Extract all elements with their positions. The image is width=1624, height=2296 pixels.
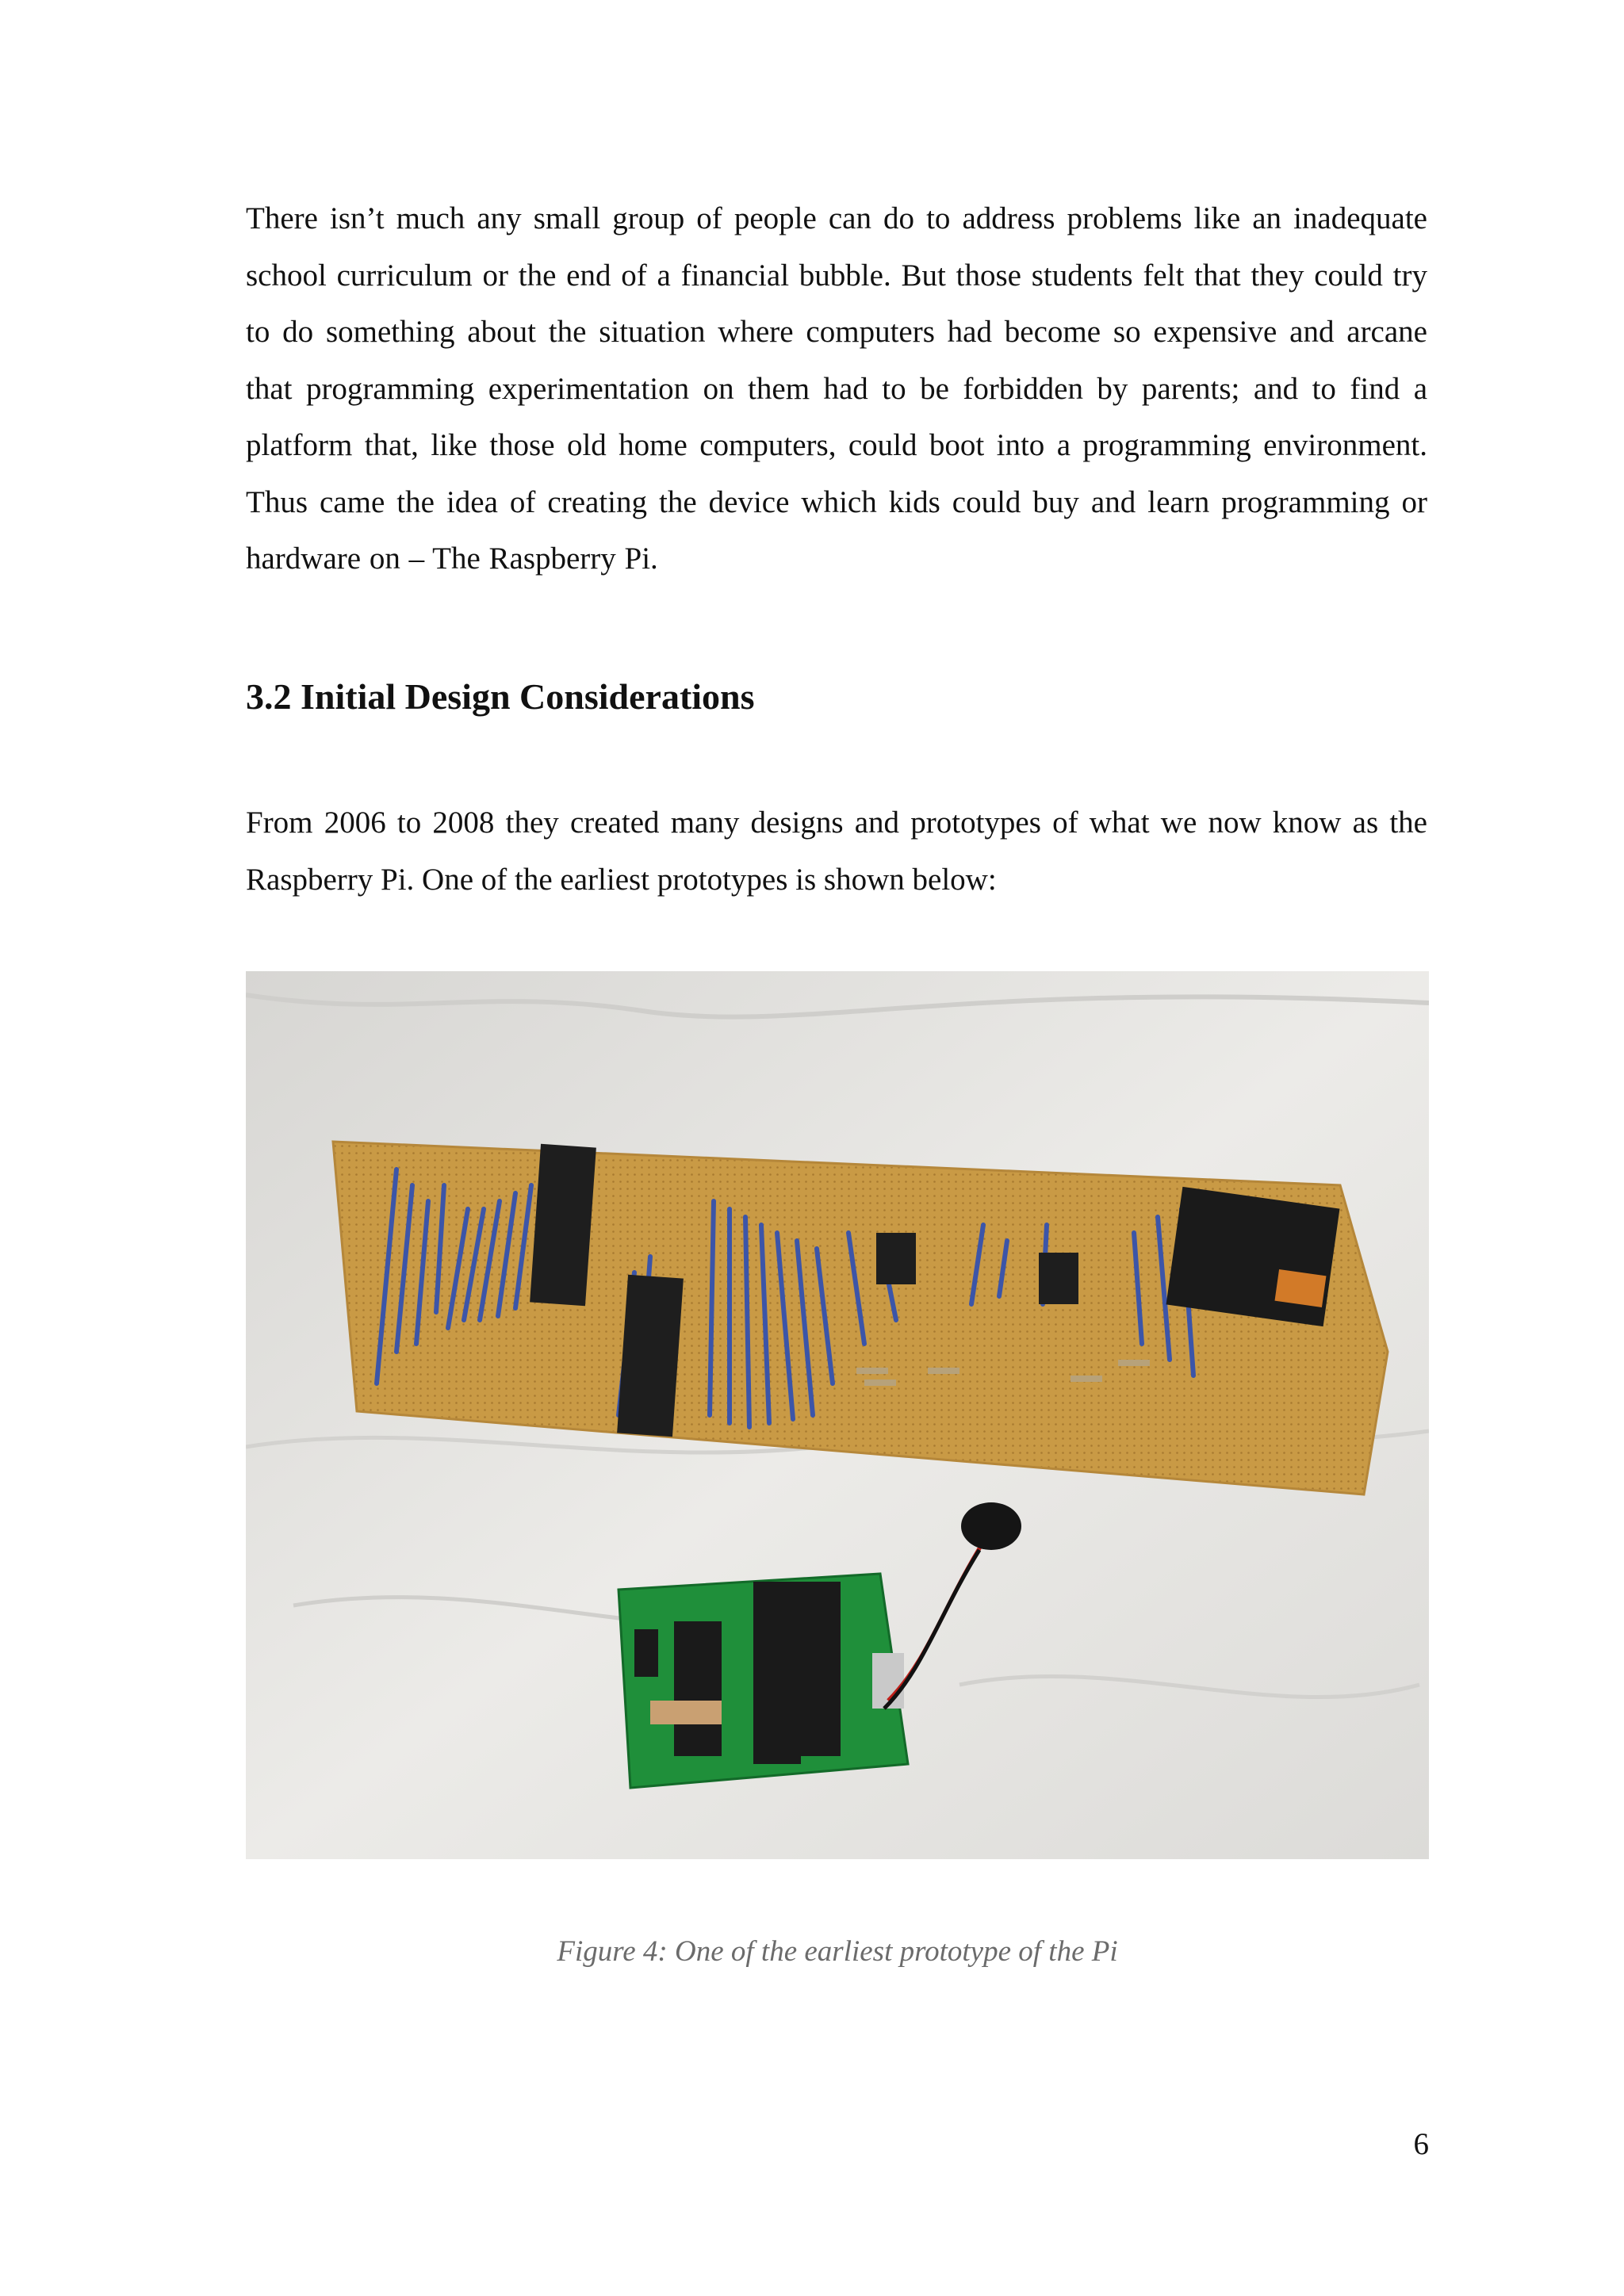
- paragraph: From 2006 to 2008 they created many designs and prototypes of what we now know as the Raspberry Pi. One of the earliest prototypes is shown below:: [246, 806, 1427, 897]
- ic-chip: [793, 1582, 841, 1756]
- ic-chip: [674, 1621, 722, 1756]
- body-text: [246, 190, 1427, 587]
- page-number: 6: [1413, 2127, 1429, 2161]
- buzzer: [961, 1502, 1021, 1550]
- ic-chip: [876, 1233, 916, 1284]
- figure-caption: Figure 4: One of the earliest prototype of the Pi: [557, 1935, 1118, 1968]
- ic-chip: [1039, 1253, 1078, 1304]
- ic-chip: [634, 1629, 658, 1677]
- section-heading: 3.2 Initial Design Considerations: [246, 676, 755, 717]
- paragraph: There isn’t much any small group of people can do to address problems like an inadequate school curriculum or the end of a financial bubble. But those students felt that they could try to do something about the situation where computers had become so expensive and arcane that programming experimentation on them had to be forbidden by parents; and to find a platform that, like those old home computers, could boot into a programming environment. Thus came the idea of creating the device which kids could buy and learn programming or hardware on – The Raspberry Pi.: [246, 201, 1427, 576]
- ic-chip: [530, 1144, 596, 1306]
- ic-chip: [617, 1275, 684, 1437]
- figure-photo: [246, 971, 1429, 1859]
